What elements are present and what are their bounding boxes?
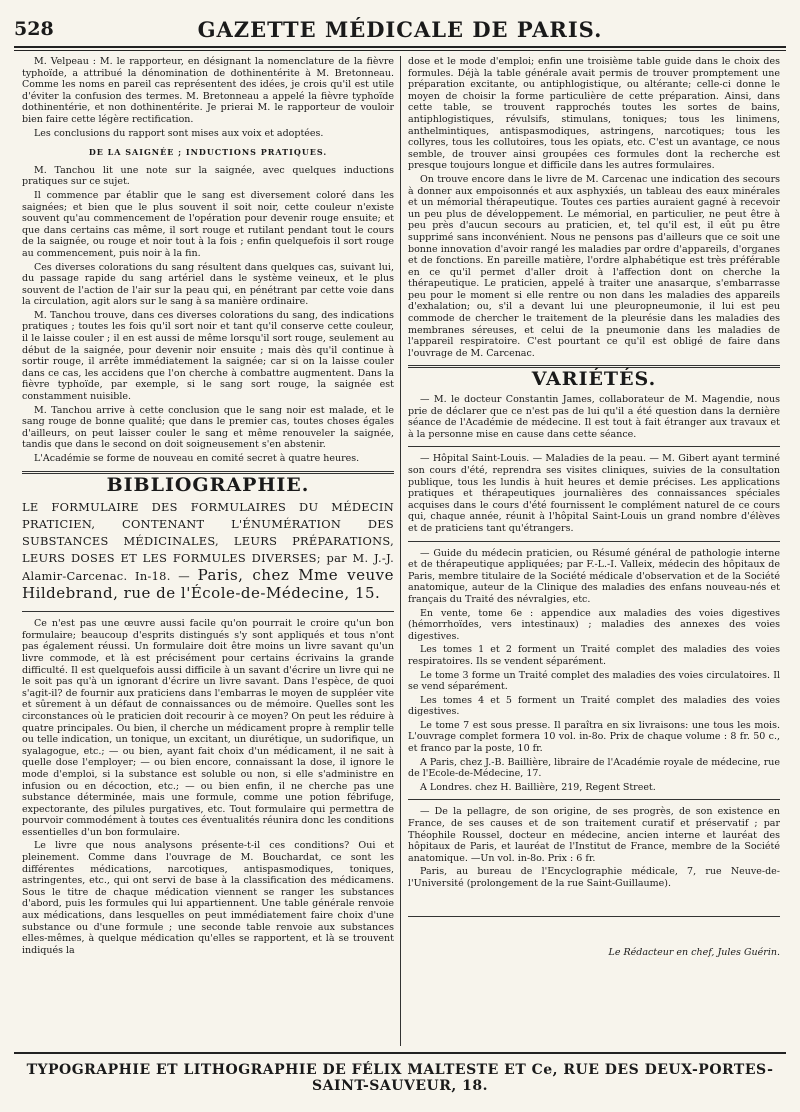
paragraph: M. Tanchou trouve, dans ces diverses colorations du sang, des indications pratiques ; toutes les fois qu'il sort noir et tant qu'il conserve cette couleur, il le laisse couler ; il en est aussi de même lorsqu'il sort rouge, seulement au début de la saignée, pour devenir noir ensuite ; mais dès qu'il continue à sortir rouge, il arrête immédiatement la saignée; car si on la laisse couler dans ce cas, les accidens que l'on cherche à combattre augmentent. Dans la fièvre typhoïde, par exemple, si le sang sort rouge, la saignée est constamment nuisible. (22, 309, 394, 403)
header-rule-thin (14, 50, 786, 51)
varietes-heading: VARIÉTÉS. (531, 368, 657, 391)
news-item: — De la pellagre, de son origine, de ses progrès, de son existence en France, de ses causes et de son traitement curatif et préservatif ; par Théophile Roussel, docteur en médecine, ancien interne et lauréat des hôpitaux de Paris, et lauréat de l'Institut de France, membre de la Société anatomique. —Un vol. in-8o. Prix : 6 fr. (408, 806, 780, 864)
book-title-text: LE FORMULAIRE DES FORMULAIRES DU MÉDECIN PRATICIEN, CONTENANT L'ÉNUMÉRATION DES SUBSTANCES MÉDICINALES, LEURS PRÉPARATIONS, LEURS DOSES ET LES FORMULES DIVERSES; par M. J.-J. Alamir-Carcenac. In-18. — (22, 500, 394, 584)
footer-rule (14, 1052, 786, 1054)
book-title (22, 499, 394, 603)
paragraph: On trouve encore dans le livre de M. Carcenac une indication des secours à donner aux empoisonnés et aux asphyxiés, un tableau des eaux minérales et un mémorial thérapeutique. Toutes ces parties auraient gagné à recevoir un peu plus de développement. Le mémorial, en particulier, ne peut être à peu près d'aucun secours au praticien, et, tel qu'il est, il eût pu être supprimé sans inconvénient. Nous ne pensons pas d'ailleurs que ce soit une bonne innovation d'avoir rangé les maladies par ordre d'appareils, d'organes et de fonctions. En pareille matière, l'ordre alphabétique est très préférable en ce qu'il permet d'aller droit à l'affection dont on cherche la thérapeutique. Le praticien, appelé à traiter une anasarque, s'embarrasse peu pour le moment si elle rentre ou non dans les maladies des appareils d'exhalation; ou, s'il a devant lui une pleuropneumonie, il lui est peu commode de chercher le traitement de la pleurésie dans les maladies des membranes séreuses, et celui de la pneumonie dans les maladies de l'appareil respiratoire. C'est pourtant ce qu'il est obligé de faire dans l'ouvrage de M. Carcenac. (408, 173, 780, 359)
divider (408, 916, 780, 917)
page-number: 528 (14, 18, 54, 40)
news-item: A Londres. chez H. Baillière, 219, Regent Street. (420, 781, 656, 793)
page-title: GAZETTE MÉDICALE DE PARIS. (197, 17, 603, 42)
section-heading: DE LA SAIGNÉE ; INDUCTIONS PRATIQUES. (88, 147, 328, 158)
divider (22, 611, 394, 612)
paragraph: L'Académie se forme de nouveau en comité secret à quatre heures. (34, 453, 360, 464)
divider (408, 799, 780, 800)
printer-footer: TYPOGRAPHIE ET LITHOGRAPHIE DE FÉLIX MALTESTE ET Ce, RUE DES DEUX-PORTES-SAINT-SAUVEUR, 18. (26, 1062, 774, 1094)
right-column (408, 56, 780, 1036)
news-item: Le tome 3 forme un Traité complet des maladies des voies circulatoires. Il se vend séparément. (408, 669, 780, 693)
paragraph: Les conclusions du rapport sont mises aux voix et adoptées. (34, 127, 324, 139)
paragraph: M. Velpeau : M. le rapporteur, en désignant la nomenclature de la fièvre typhoïde, a attribué la dénomination de dothinentérite à M. Bretonneau. Comme les noms en pareil cas représentent des idées, je crois qu'il est utile d'éviter la confusion des termes. M. Bretonneau a appelé la fièvre typhoïde dothinentérie, et non dothinentérite. Je prierai M. le rapporteur de vouloir bien faire cette légère rectification. (22, 56, 394, 125)
news-item: — Hôpital Saint-Louis. — Maladies de la peau. — M. Gibert ayant terminé son cours d'été, reprendra ses visites cliniques, suivies de la consultation publique, tous les lundis à huit heures et demie précises. Les applications pratiques et thérapeutiques journalières des connaissances spéciales acquises dans le cours d'été fournissent le complément naturel de ce cours qui, chaque année, réunit à l'hôpital Saint-Louis un grand nombre d'élèves et de praticiens tant qu'étrangers. (408, 453, 780, 534)
paragraph: Il commence par établir que le sang est diversement coloré dans les saignées; et bien que le plus souvent il soit noir, cette couleur n'existe souvent qu'au commencement de l'opération pour devenir rouge ensuite; et que dans certains cas même, il sort rouge et rutilant pendant tout le cours de la saignée, ou rouge et noir tout à la fois ; enfin quelquefois il sort rouge au commencement, puis noir à la fin. (22, 189, 394, 259)
news-item: Les tomes 4 et 5 forment un Traité complet des maladies des voies digestives. (408, 694, 780, 718)
page-header (0, 14, 800, 44)
book-publisher: Paris, chez Mme veuve Hildebrand, rue de l'École-de-Médecine, 15. (22, 566, 394, 603)
paragraph: M. Tanchou lit une note sur la saignée, avec quelques inductions pratiques sur ce sujet. (22, 164, 394, 188)
paragraph: Ce n'est pas une œuvre aussi facile qu'on pourrait le croire qu'un bon formulaire; beaucoup d'esprits distingués s'y sont appliqués et tous n'ont pas également réussi. Un formulaire doit être moins un livre savant qu'un livre commode, et là est précisément pour certains écrivains la grande difficulté. Il est quelquefois aussi difficile à un savant d'écrire un livre qui ne le soit pas qu'à un ignorant d'écrire un livre savant. Dans l'espèce, de quoi s'agit-il? de fournir aux praticiens dans l'embarras le moyen de suppléer vite et sûrement à un défaut de connaissances ou de mémoire. Quelles sont les circonstances où le praticien doit recourir à ce moyen? On peut les réduire à quatre principales. Ou bien, il cherche un médicament propre à remplir telle ou telle indication, un tonique, un excitant, un diurétique, un sudorifique, un syalagogue, etc.; — ou bien, ayant fait choix d'un médicament, il ne sait à quelle dose l'employer; — ou bien encore, connaissant la dose, il ignore le mode d'emploi, si la substance est soluble ou non, si elle s'administre en infusion ou en décoction, etc.; — ou bien enfin, il ne cherche pas une substance déterminée, mais une formule, comme une potion fébrifuge, expectorante, des pilules purgatives, etc. Tout formulaire qui permettra de pourvoir commodément à toutes ces éventualités réunira donc les conditions essentielles d'un bon formulaire. (22, 618, 394, 838)
paragraph: Ces diverses colorations du sang résultent dans quelques cas, suivant lui, du passage rapide du sang artériel dans le système veineux, et le plus souvent de l'action de l'air sur la peau qui, en pénétrant par cette voie dans la circulation, agit alors sur le sang à sa manière ordinaire. (22, 261, 394, 308)
paragraph: Le livre que nous analysons présente-t-il ces conditions? Oui et pleinement. Comme dans l'ouvrage de M. Bouchardat, ce sont les différentes médications, narcotiques, antispasmodiques, toniques, astringentes, etc., qui ont servi de base à la classification des médicamens. Sous le titre de chaque médication viennent se ranger les substances d'abord, puis les formules qui lui appartiennent. Une table générale renvoie aux médications, dans lesquelles on peut immédiatement faire choix d'une substance ou d'une formule ; une seconde table renvoie aux substances elles-mêmes, à quelque médication qu'elles se rapportent, et là se trouvent indiqués la (22, 840, 394, 956)
divider (408, 446, 780, 447)
news-item: — Guide du médecin praticien, ou Résumé général de pathologie interne et de thérapeutique appliquées; par F.-L.-I. Valleix, médecin des hôpitaux de Paris, membre titulaire de la Société médicale d'observation et de la Société anatomique, auteur de la Clinique des maladies des enfans nouveau-nés et français du Traité des névralgies, etc. (408, 547, 780, 605)
news-item: En vente, tome 6e : appendice aux maladies des voies digestives (hémorrhoïdes, vers intestinaux) ; maladies des annexes des voies digestives. (408, 607, 780, 642)
left-column (22, 56, 394, 1036)
news-item: Les tomes 1 et 2 forment un Traité complet des maladies des voies respiratoires. Ils se vendent séparément. (408, 644, 780, 667)
paragraph: dose et le mode d'emploi; enfin une troisième table guide dans le choix des formules. Déjà la table générale avait permis de trouver promptement une préparation excitante, ou antiphlogistique, ou altérante; celle-ci donne le moyen de choisir la forme particulière de cette préparation. Ainsi, dans cette table, se trouvent rapprochés toutes les sortes de bains, antiphlogistiques, révulsifs, stimulans, toniques; tous les linimens, anthelmintiques, antispasmodiques, astringens, narcotiques; tous les collyres, tous les collutoires, tous les opiats, etc. C'est un avantage, ce nous semble, de trouver ainsi groupées ces formules dont la recherche est presque toujours longue et difficile dans les autres formulaires. (408, 56, 780, 172)
bibliographie-heading: BIBLIOGRAPHIE. (106, 473, 310, 496)
paragraph: M. Tanchou arrive à cette conclusion que le sang noir est malade, et le sang rouge de bonne qualité; que dans le premier cas, toutes choses égales d'ailleurs, on peut laisser couler le sang et même renouveler la saignée, tandis que dans le second on doit soigneusement s'en abstenir. (22, 404, 394, 451)
divider (408, 541, 780, 542)
news-item: Le tome 7 est sous presse. Il paraîtra en six livraisons: une tous les mois. L'ouvrage complet formera 10 vol. in-8o. Prix de chaque volume : 8 fr. 50 c., et franco par la poste, 10 fr. (408, 719, 780, 755)
column-divider (400, 56, 401, 1046)
news-item: A Paris, chez J.-B. Baillière, libraire de l'Académie royale de médecine, rue de l'Ecole-de-Médecine, 17. (408, 756, 780, 780)
header-rule (14, 46, 786, 48)
news-item: — M. le docteur Constantin James, collaborateur de M. Magendie, nous prie de déclarer que ce n'est pas de lui qu'il a été question dans la dernière séance de l'Académie de médecine. Il est tout à fait étranger aux travaux et à la personne mise en cause dans cette séance. (408, 394, 780, 440)
news-item: Paris, au bureau de l'Encyclographie médicale, 7, rue Neuve-de-l'Université (prolongement de la rue Saint-Guillaume). (408, 866, 780, 889)
editor-signature: Le Rédacteur en chef, Jules Guérin. (608, 946, 780, 958)
